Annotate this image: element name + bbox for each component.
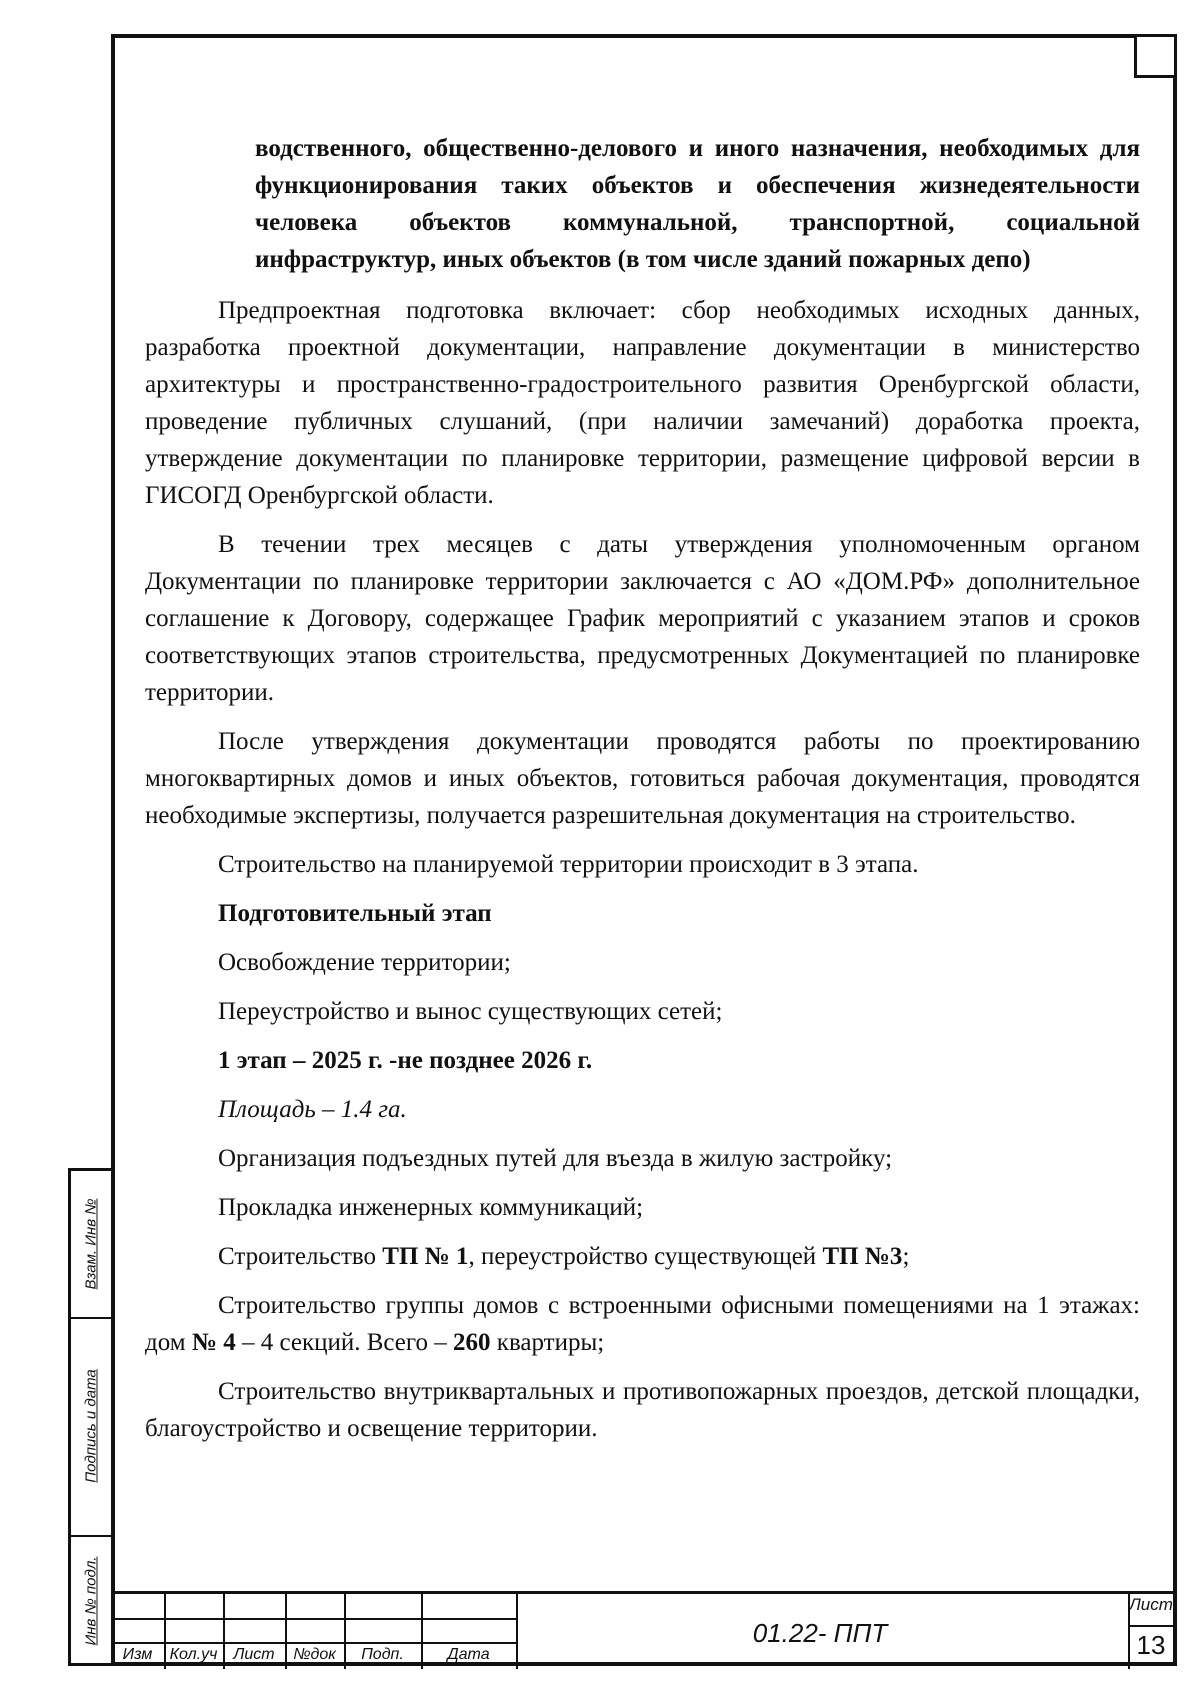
stage-1-area: Площадь – 1.4 га. xyxy=(218,1096,407,1123)
document-code: 01.22- ППТ xyxy=(752,1618,888,1648)
sheet-number: 13 xyxy=(1136,1630,1166,1660)
item-clearing: Освобождение территории; xyxy=(218,949,511,976)
item-driveways: Строительство внутриквартальных и противопожарных проездов, детской площадки, благоустройство и освещение территории. xyxy=(145,1378,1140,1442)
item-houses: Строительство группы домов с встроенными офисными помещениями на 1 этажах: дом № 4 – 4 секций. Всего – 260 квартиры; xyxy=(145,1292,1140,1356)
corner-box xyxy=(1134,34,1177,78)
paragraph-preproject: Предпроектная подготовка включает: сбор необходимых исходных данных, разработка проектной документации, направление документации в министерство архитектуры и пространственно-градостроительного развития Оренбургской области, проведение публичных слушаний, (при наличии замечаний) доработка проекта, утверждение документации по планировке территории, размещение цифровой версии в ГИСОГД Оренбургской области. xyxy=(145,297,1140,509)
document-body xyxy=(145,130,1140,1459)
prep-stage-heading: Подготовительный этап xyxy=(218,900,492,927)
paragraph-design: После утверждения документации проводятся работы по проектированию многоквартирных домов и иных объектов, готовиться рабочая документация, проводятся необходимые экспертизы, получается разрешительная документация на строительство. xyxy=(145,728,1140,829)
side-cell-replace: Взам. Инв № xyxy=(71,1171,111,1319)
col-kol-uch: Кол.уч xyxy=(169,1646,218,1663)
item-networks: Переустройство и вынос существующих сетей; xyxy=(218,998,723,1025)
section-heading: водственного, общественно-делового и иного назначения, необходимых для функционирования таких объектов и обеспечения жизнедеятельности человека объектов коммунальной, транспортной, социальной инфраструктур, иных объектов (в том числе зданий пожарных депо) xyxy=(255,135,1140,273)
col-list: Лист xyxy=(233,1646,275,1663)
col-podp: Подп. xyxy=(361,1646,404,1663)
sheet-label: Лист xyxy=(1129,1595,1173,1614)
col-ndok: №док xyxy=(293,1646,336,1663)
side-cell-signature: Подпись и дата xyxy=(71,1317,111,1537)
side-stamp xyxy=(68,1168,111,1666)
col-izm: Изм xyxy=(122,1646,153,1663)
stage-1-heading: 1 этап – 2025 г. -не позднее 2026 г. xyxy=(218,1047,593,1074)
item-utilities: Прокладка инженерных коммуникаций; xyxy=(218,1194,644,1221)
side-cell-inventory: Инв № подл. xyxy=(82,1556,100,1645)
paragraph-agreement: В течении трех месяцев с даты утверждения уполномоченным органом Документации по планировке территории заключается с АО «ДОМ.РФ» дополнительное соглашение к Договору, содержащее График мероприятий с указанием этапов и сроков соответствующих этапов строительства, предусмотренных Документацией по планировке территории. xyxy=(145,531,1140,706)
item-access-roads: Организация подъездных путей для въезда в жилую застройку; xyxy=(218,1145,893,1172)
paragraph-stages: Строительство на планируемой территории происходит в 3 этапа. xyxy=(218,851,919,878)
item-substations: Строительство ТП № 1, переустройство существующей ТП №3; xyxy=(218,1243,910,1270)
col-data: Дата xyxy=(447,1646,490,1663)
